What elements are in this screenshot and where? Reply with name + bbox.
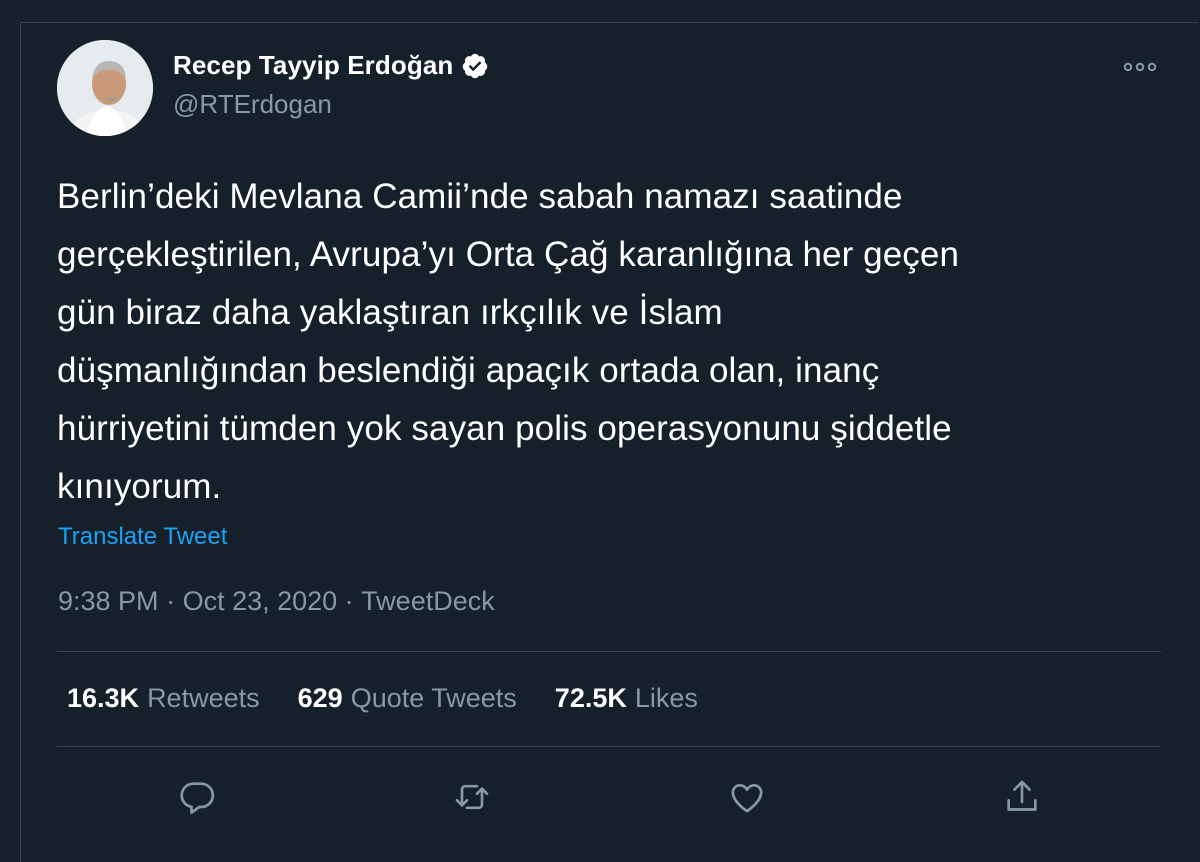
user-name-row[interactable] (173, 50, 489, 81)
verified-badge-icon (461, 52, 489, 80)
retweets-label: Retweets (147, 683, 260, 713)
like-icon (727, 777, 767, 817)
like-button[interactable] (722, 772, 772, 822)
quote-tweets-label: Quote Tweets (350, 683, 517, 713)
avatar[interactable] (57, 40, 153, 136)
share-icon (1002, 777, 1042, 817)
likes-stat[interactable] (555, 683, 698, 714)
tweet-stats (67, 683, 736, 714)
quote-tweets-stat[interactable] (298, 683, 517, 714)
meta-separator: · (337, 586, 362, 616)
tweet-source[interactable]: TweetDeck (361, 586, 495, 616)
tweet-meta (58, 586, 495, 617)
retweet-icon (452, 777, 492, 817)
tweet-time[interactable]: 9:38 PM (58, 586, 159, 616)
divider (57, 746, 1161, 747)
more-icon[interactable] (1120, 55, 1160, 79)
divider (57, 651, 1161, 652)
user-handle[interactable]: @RTErdogan (173, 89, 332, 119)
reply-button[interactable] (172, 772, 222, 822)
likes-count: 72.5K (554, 683, 627, 713)
retweet-button[interactable] (447, 772, 497, 822)
quote-tweets-count: 629 (297, 683, 343, 713)
translate-tweet-link[interactable]: Translate Tweet (58, 523, 228, 550)
reply-icon (177, 777, 217, 817)
retweets-count: 16.3K (67, 683, 140, 713)
tweet-text: Berlin’deki Mevlana Camii’nde sabah namazı saatinde gerçekleştirilen, Avrupa’yı Orta Çağ karanlığına her geçen gün biraz daha yaklaştıran ırkçılık ve İslam düşmanlığından beslendiği apaçık ortada olan, inanç hürriyetini tümden yok sayan polis operasyonunu şiddetle kınıyorum. (57, 177, 960, 506)
avatar-image (57, 40, 153, 136)
likes-label: Likes (634, 683, 698, 713)
meta-separator: · (158, 586, 183, 616)
tweet-date[interactable]: Oct 23, 2020 (182, 586, 338, 616)
display-name[interactable]: Recep Tayyip Erdoğan (173, 50, 454, 80)
retweets-stat[interactable] (67, 683, 260, 714)
share-button[interactable] (997, 772, 1047, 822)
